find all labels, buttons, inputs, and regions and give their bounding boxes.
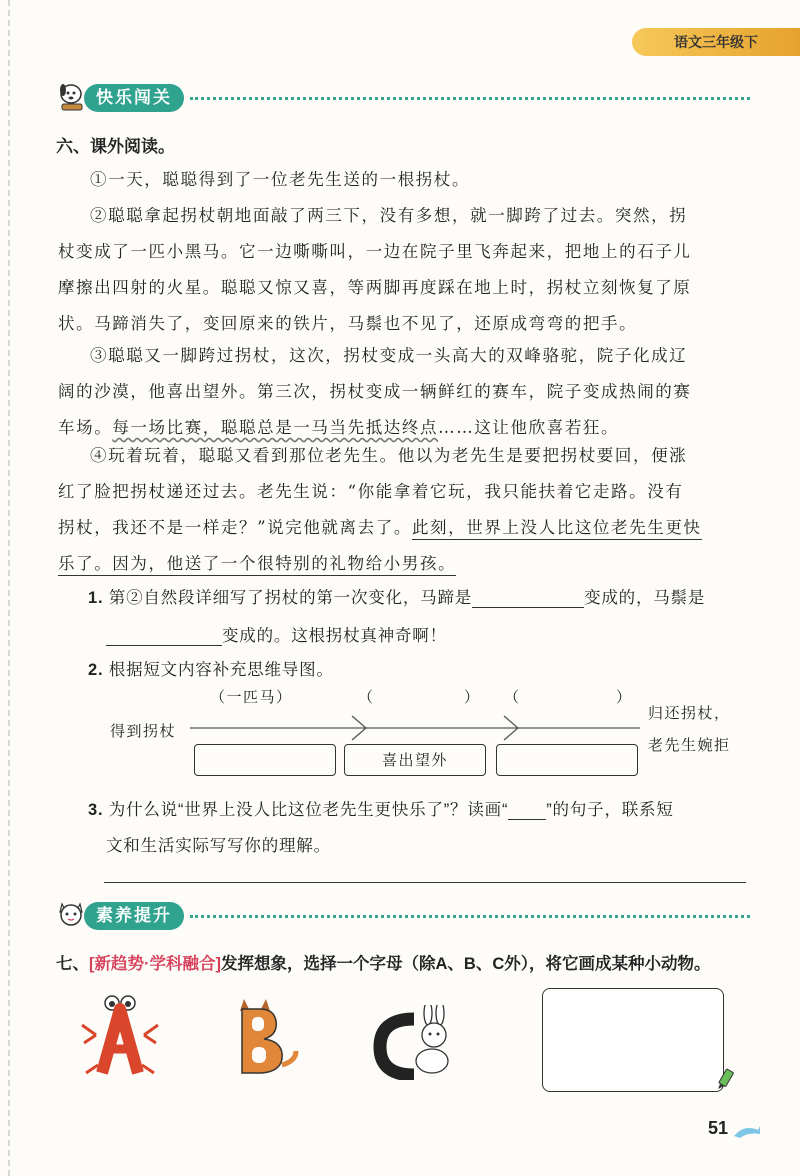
p2-line: 状。马蹄消失了，变回原来的铁片，马鬃也不见了，还原成弯弯的把手。 <box>58 314 638 333</box>
question-text: 第②自然段详细写了拐杖的第一次变化，马蹄是 <box>108 589 473 607</box>
question-number: 2. <box>88 661 104 679</box>
reading-heading: 六、课外阅读。 <box>56 137 175 156</box>
underlined-sentence: 乐了。因为，他送了一个很特别的礼物给小男孩。 <box>58 554 456 576</box>
p4-text: 拐杖，我还不是一样走？”说完他就离去了。 <box>58 518 412 537</box>
p3-line: ③聪聪又一脚跨过拐杖，这次，拐杖变成一头高大的双峰骆驼，院子化成辽 <box>90 346 688 365</box>
wavy-underlined-sentence: 每一场比赛，聪聪总是一马当先抵达终点 <box>112 418 439 437</box>
p4-line <box>58 514 702 538</box>
mind-map-label: （一匹马） <box>210 688 293 706</box>
question-7 <box>56 950 710 974</box>
page-number: 51 <box>708 1118 729 1138</box>
pencil-icon <box>714 1068 738 1092</box>
dolphin-icon <box>732 1122 762 1142</box>
section-title: 素养提升 <box>84 902 184 930</box>
p2-line: 摩擦出四射的火星。聪聪又惊又喜，等两脚再度踩在地上时，拐杖立刻恢复了原 <box>58 278 692 297</box>
mind-map-blank[interactable] <box>526 688 606 706</box>
question-text: 变成的，马鬃是 <box>584 589 706 607</box>
mind-map-blank[interactable] <box>380 688 460 706</box>
p4-line <box>58 550 456 574</box>
answer-line[interactable] <box>104 882 746 883</box>
mind-map-end: 老先生婉拒 <box>648 736 731 754</box>
question-2 <box>88 656 334 680</box>
question-3 <box>88 796 674 820</box>
p4-line: ④玩着玩着，聪聪又看到那位老先生。他以为老先生是要把拐杖要回，便涨 <box>90 446 688 465</box>
trend-tag: [新趋势·学科融合] <box>89 955 221 973</box>
question-text: 为什么说“世界上没人比这位老先生更快乐了”？读画“ <box>108 801 509 819</box>
mind-map-end: 归还拐杖， <box>648 704 731 722</box>
dog-mascot-icon <box>54 80 88 114</box>
underline-mark <box>508 801 546 820</box>
p4-line: 红了脸把拐杖递还过去。老先生说：“你能拿着它玩，我只能扶着它走路。没有 <box>58 482 684 501</box>
answer-blank[interactable] <box>472 589 584 608</box>
p3-text: ……这让他欣喜若狂。 <box>438 418 620 437</box>
mind-map <box>100 682 780 782</box>
mind-map-bracket-open: （ <box>358 688 375 706</box>
p3-text: 车场。 <box>58 418 113 437</box>
question-text: 根据短文内容补充思维导图。 <box>108 661 334 679</box>
section-header-literacy <box>54 898 754 934</box>
p3-line <box>58 414 619 438</box>
section-header-happy-pass <box>54 80 754 116</box>
drawing-box[interactable] <box>542 988 724 1092</box>
question-text: 变成的。这根拐杖真神奇啊！ <box>222 627 447 645</box>
rabbit-letter-c-icon <box>372 1005 472 1080</box>
answer-blank[interactable] <box>106 627 222 646</box>
mind-map-answer-box[interactable] <box>194 744 336 776</box>
question-1-line2 <box>106 622 447 646</box>
lobster-letter-a-icon <box>80 995 162 1080</box>
dotted-divider <box>190 915 750 918</box>
mind-map-bracket-open: （ <box>504 688 521 706</box>
p2-line: ②聪聪拿起拐杖朝地面敲了两三下，没有多想，就一脚跨了过去。突然，拐 <box>90 206 688 225</box>
grade-tab: 语文三年级下 <box>632 28 800 56</box>
question-number: 3. <box>88 801 104 819</box>
mind-map-arrows <box>190 712 650 744</box>
p3-line: 阔的沙漠，他喜出望外。第三次，拐杖变成一辆鲜红的赛车，院子变成热闹的赛 <box>58 382 692 401</box>
question-text: ”的句子，联系短 <box>546 801 674 819</box>
dotted-divider <box>190 97 750 100</box>
mind-map-start: 得到拐杖 <box>110 722 177 740</box>
mind-map-bracket-close: ） <box>616 688 633 706</box>
mind-map-box-text: 喜出望外 <box>381 751 448 769</box>
cat-mascot-icon <box>54 898 88 932</box>
mind-map-bracket-close: ） <box>464 688 481 706</box>
binding-dash-line <box>8 0 10 1176</box>
section-title: 快乐闯关 <box>84 84 184 112</box>
question-text: 发挥想象，选择一个字母（除A、B、C外），将它画成某种小动物。 <box>220 955 711 973</box>
question-1 <box>88 584 705 608</box>
question-number: 七、 <box>56 955 89 973</box>
p2-line: 杖变成了一匹小黑马。它一边嘶嘶叫，一边在院子里飞奔起来，把地上的石子儿 <box>58 242 692 261</box>
cat-letter-b-icon <box>234 995 304 1080</box>
mind-map-box <box>344 744 486 776</box>
question-number: 1. <box>88 589 104 607</box>
underlined-sentence: 此刻，世界上没人比这位老先生更快 <box>412 518 702 540</box>
paragraph-1: ①一天，聪聪得到了一位老先生送的一根拐杖。 <box>90 170 471 189</box>
question-3-line2: 文和生活实际写写你的理解。 <box>106 837 331 855</box>
mind-map-answer-box[interactable] <box>496 744 638 776</box>
